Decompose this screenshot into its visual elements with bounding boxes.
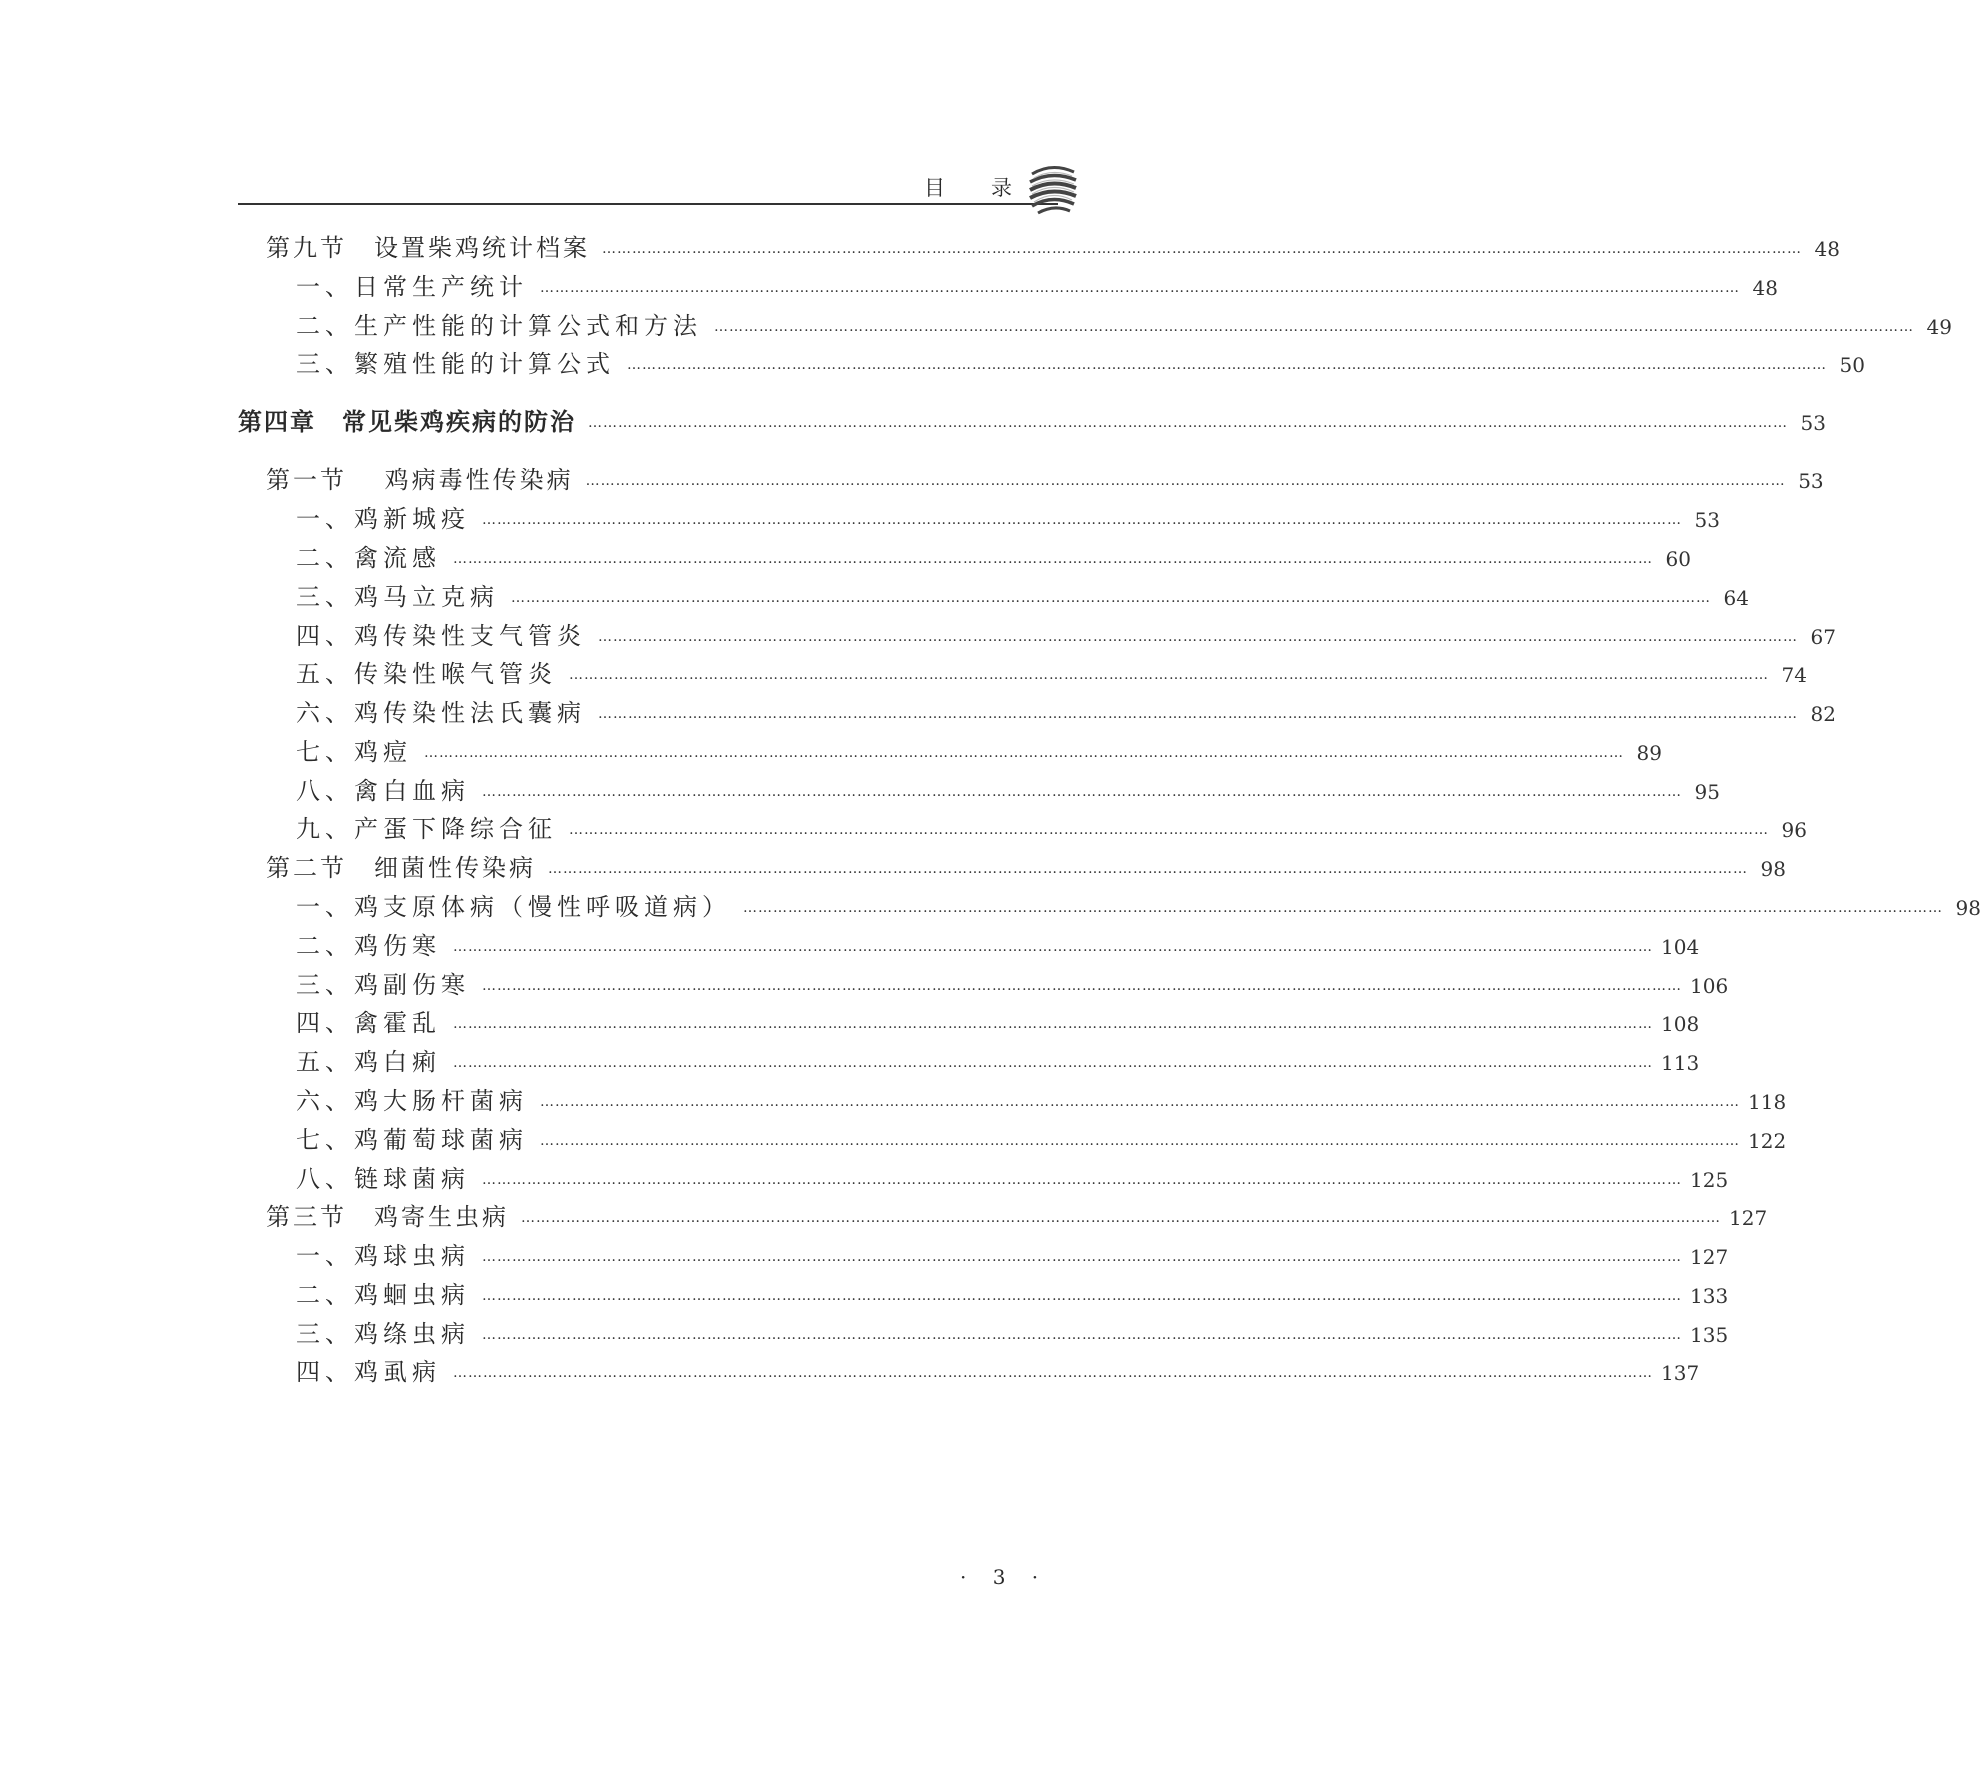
toc-item-entry[interactable]: [296, 306, 1952, 341]
toc-item-entry[interactable]: [296, 538, 1691, 573]
toc-item-entry[interactable]: [296, 654, 1807, 689]
toc-entry-label: 一、鸡支原体病（慢性呼吸道病）: [296, 893, 731, 921]
toc-item-entry[interactable]: [296, 1275, 1729, 1310]
toc-item-entry[interactable]: [296, 1352, 1700, 1387]
header-rule: [238, 203, 1058, 205]
toc-entry-page-number: 113: [1661, 1051, 1700, 1075]
dot-leader: ……………………………………………………………………………………………………………………………………………………………………………………………………………………: [540, 1133, 1740, 1149]
toc-entry-page-number: 125: [1690, 1168, 1729, 1192]
dot-leader: ……………………………………………………………………………………………………………………………………………………………………………………………………………………: [602, 241, 1802, 257]
toc-entry-label: 四、鸡传染性支气管炎: [296, 622, 586, 650]
toc-entry-page-number: 53: [1800, 411, 1826, 435]
toc-item-entry[interactable]: [296, 693, 1836, 728]
dot-leader: ……………………………………………………………………………………………………………………………………………………………………………………………………………………: [482, 784, 1682, 800]
toc-item-entry[interactable]: [296, 965, 1729, 1000]
toc-entry-label: 八、禽白血病: [296, 777, 470, 805]
toc-entry-label: 六、鸡传染性法氏囊病: [296, 699, 586, 727]
dot-leader: ……………………………………………………………………………………………………………………………………………………………………………………………………………………: [482, 1249, 1682, 1265]
toc-entry-label: 三、鸡绦虫病: [296, 1320, 470, 1348]
toc-entry-label: 四、禽霍乱: [296, 1009, 441, 1037]
toc-entry-label: 二、禽流感: [296, 544, 441, 572]
dot-leader: ……………………………………………………………………………………………………………………………………………………………………………………………………………………: [598, 706, 1798, 722]
toc-entry-label: 五、传染性喉气管炎: [296, 660, 557, 688]
toc-entry-label: 三、繁殖性能的计算公式: [296, 350, 615, 378]
dot-leader: ……………………………………………………………………………………………………………………………………………………………………………………………………………………: [424, 745, 1624, 761]
toc-entry-page-number: 96: [1781, 818, 1807, 842]
toc-entry-label: 第二节 细菌性传染病: [266, 854, 536, 882]
toc-entry-label: 一、鸡球虫病: [296, 1242, 470, 1270]
dot-leader: ……………………………………………………………………………………………………………………………………………………………………………………………………………………: [453, 939, 1653, 955]
running-header: [238, 150, 1078, 206]
toc-entry-page-number: 127: [1729, 1206, 1768, 1230]
toc-item-entry[interactable]: [296, 616, 1836, 651]
toc-entry-label: 二、鸡蛔虫病: [296, 1281, 470, 1309]
toc-entry-page-number: 127: [1690, 1245, 1729, 1269]
toc-entry-page-number: 118: [1748, 1090, 1787, 1114]
dot-leader: ……………………………………………………………………………………………………………………………………………………………………………………………………………………: [585, 473, 1786, 489]
dot-leader: ……………………………………………………………………………………………………………………………………………………………………………………………………………………: [482, 1288, 1682, 1304]
dot-leader: ……………………………………………………………………………………………………………………………………………………………………………………………………………………: [453, 1055, 1653, 1071]
header-title-left: 目: [924, 176, 947, 200]
dot-leader: ……………………………………………………………………………………………………………………………………………………………………………………………………………………: [588, 415, 1788, 431]
toc-entry-label: 二、生产性能的计算公式和方法: [296, 312, 702, 340]
toc-entry-page-number: 53: [1694, 508, 1720, 532]
toc-section-entry[interactable]: [266, 1197, 1768, 1232]
toc-entry-page-number: 82: [1810, 702, 1836, 726]
toc-item-entry[interactable]: [296, 1236, 1729, 1271]
toc-entry-label: 二、鸡伤寒: [296, 932, 441, 960]
dot-leader: ……………………………………………………………………………………………………………………………………………………………………………………………………………………: [482, 1327, 1682, 1343]
toc-entry-label: 三、鸡马立克病: [296, 583, 499, 611]
toc-entry-page-number: 53: [1798, 469, 1824, 493]
toc-item-entry[interactable]: [296, 1003, 1700, 1038]
toc-entry-page-number: 60: [1665, 547, 1691, 571]
toc-item-entry[interactable]: [296, 344, 1865, 379]
toc-entry-label: 第一节 鸡病毒性传染病: [266, 466, 574, 494]
dot-leader: ……………………………………………………………………………………………………………………………………………………………………………………………………………………: [540, 280, 1740, 296]
toc-entry-label: 六、鸡大肠杆菌病: [296, 1087, 528, 1115]
toc-item-entry[interactable]: [296, 499, 1720, 534]
toc-entry-label: 七、鸡葡萄球菌病: [296, 1126, 528, 1154]
toc-entry-label: 第四章 常见柴鸡疾病的防治: [238, 408, 576, 436]
toc-entry-page-number: 135: [1690, 1323, 1729, 1347]
dot-leader: ……………………………………………………………………………………………………………………………………………………………………………………………………………………: [482, 978, 1682, 994]
toc-entry-label: 七、鸡痘: [296, 738, 412, 766]
toc-item-entry[interactable]: [296, 267, 1778, 302]
toc-entry-page-number: 89: [1636, 741, 1662, 765]
toc-entry-page-number: 48: [1752, 276, 1778, 300]
dot-leader: ……………………………………………………………………………………………………………………………………………………………………………………………………………………: [482, 512, 1682, 528]
toc-entry-page-number: 50: [1839, 353, 1865, 377]
toc-section-entry[interactable]: [266, 228, 1840, 263]
toc-entry-label: 三、鸡副伤寒: [296, 971, 470, 999]
toc-item-entry[interactable]: [296, 1081, 1787, 1116]
dot-leader: ……………………………………………………………………………………………………………………………………………………………………………………………………………………: [453, 551, 1653, 567]
toc-entry-label: 第三节 鸡寄生虫病: [266, 1203, 509, 1231]
dot-leader: ……………………………………………………………………………………………………………………………………………………………………………………………………………………: [548, 861, 1748, 877]
toc-entry-page-number: 106: [1690, 974, 1729, 998]
header-title-right: 录: [991, 176, 1014, 200]
toc-entry-page-number: 133: [1690, 1284, 1729, 1308]
toc-entry-page-number: 74: [1781, 663, 1807, 687]
toc-entry-page-number: 49: [1926, 315, 1952, 339]
toc-item-entry[interactable]: [296, 809, 1807, 844]
toc-entry-page-number: 137: [1661, 1361, 1700, 1385]
toc-entry-label: 一、鸡新城疫: [296, 505, 470, 533]
dot-leader: ……………………………………………………………………………………………………………………………………………………………………………………………………………………: [627, 357, 1827, 373]
toc-entry-label: 九、产蛋下降综合征: [296, 815, 557, 843]
dot-leader: ……………………………………………………………………………………………………………………………………………………………………………………………………………………: [453, 1016, 1653, 1032]
toc-item-entry[interactable]: [296, 1159, 1729, 1194]
toc-entry-label: 第九节 设置柴鸡统计档案: [266, 234, 590, 262]
header-title: [924, 172, 1014, 202]
dot-leader: ……………………………………………………………………………………………………………………………………………………………………………………………………………………: [714, 319, 1914, 335]
toc-entry-label: 一、日常生产统计: [296, 273, 528, 301]
dot-leader: ……………………………………………………………………………………………………………………………………………………………………………………………………………………: [569, 667, 1769, 683]
toc-entry-page-number: 98: [1955, 896, 1981, 920]
toc-item-entry[interactable]: [296, 926, 1700, 961]
toc-entry-page-number: 122: [1748, 1129, 1787, 1153]
toc-entry-page-number: 64: [1723, 586, 1749, 610]
toc-entry-label: 五、鸡白痢: [296, 1048, 441, 1076]
toc-entry-page-number: 98: [1760, 857, 1786, 881]
toc-item-entry[interactable]: [296, 887, 1981, 922]
toc-section-entry[interactable]: [266, 848, 1786, 883]
dot-leader: ……………………………………………………………………………………………………………………………………………………………………………………………………………………: [511, 590, 1711, 606]
dot-leader: ……………………………………………………………………………………………………………………………………………………………………………………………………………………: [453, 1365, 1653, 1381]
page-number: · 3 ·: [960, 1565, 1049, 1589]
toc-entry-page-number: 48: [1814, 237, 1840, 261]
toc-item-entry[interactable]: [296, 1120, 1787, 1155]
globe-logo-icon: [1026, 160, 1078, 220]
toc-entry-label: 四、鸡虱病: [296, 1358, 441, 1386]
toc-item-entry[interactable]: [296, 771, 1720, 806]
toc-entry-page-number: 67: [1810, 625, 1836, 649]
dot-leader: ……………………………………………………………………………………………………………………………………………………………………………………………………………………: [540, 1094, 1740, 1110]
toc-entry-label: 八、链球菌病: [296, 1165, 470, 1193]
dot-leader: ……………………………………………………………………………………………………………………………………………………………………………………………………………………: [569, 822, 1769, 838]
dot-leader: ……………………………………………………………………………………………………………………………………………………………………………………………………………………: [521, 1210, 1721, 1226]
toc-entry-page-number: 104: [1661, 935, 1700, 959]
toc-chapter-entry[interactable]: [238, 402, 1826, 437]
toc-item-entry[interactable]: [296, 1314, 1729, 1349]
dot-leader: ……………………………………………………………………………………………………………………………………………………………………………………………………………………: [482, 1172, 1682, 1188]
toc-entry-page-number: 108: [1661, 1012, 1700, 1036]
toc-item-entry[interactable]: [296, 732, 1662, 767]
toc-item-entry[interactable]: [296, 1042, 1700, 1077]
dot-leader: ……………………………………………………………………………………………………………………………………………………………………………………………………………………: [598, 629, 1798, 645]
toc-entry-page-number: 95: [1694, 780, 1720, 804]
dot-leader: ……………………………………………………………………………………………………………………………………………………………………………………………………………………: [743, 900, 1943, 916]
toc-item-entry[interactable]: [296, 577, 1749, 612]
toc-section-entry[interactable]: [266, 460, 1824, 495]
